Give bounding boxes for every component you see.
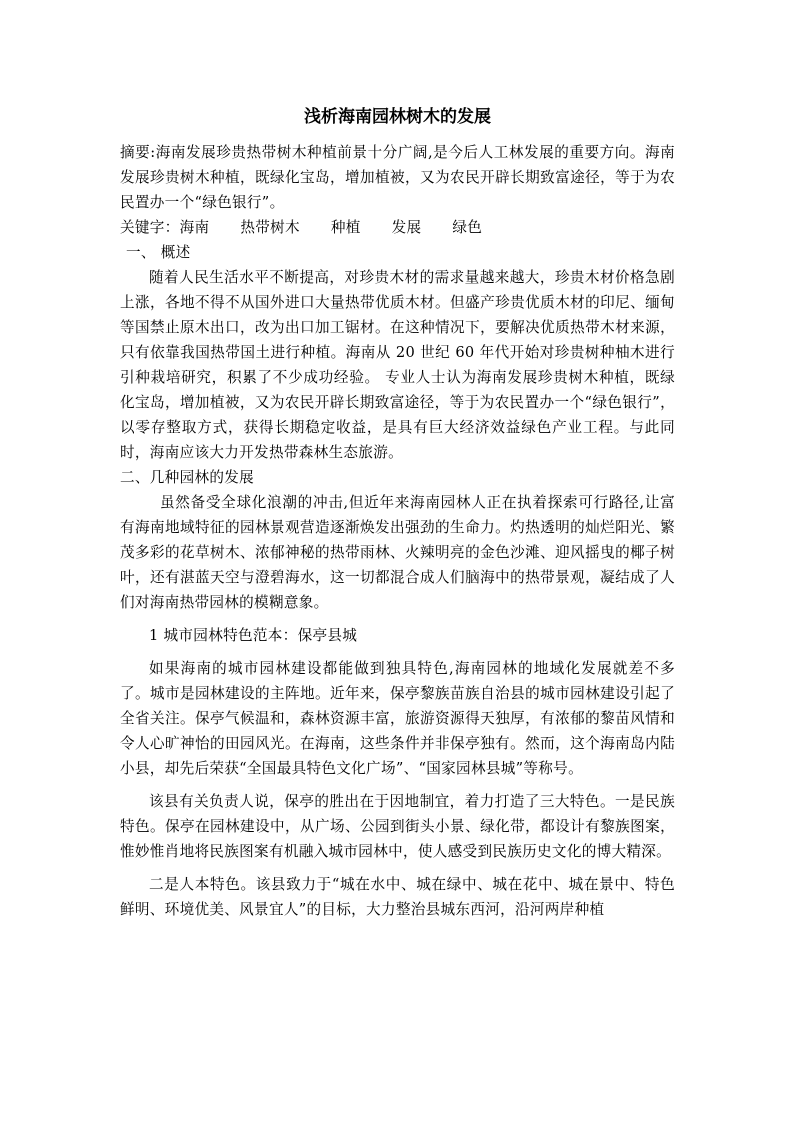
keyword-item: 种植 (330, 219, 361, 236)
keyword-item: 热带树木 (240, 219, 300, 236)
section-heading: 一、 概述 (126, 244, 191, 261)
keyword-item: 绿色 (452, 219, 483, 236)
body-paragraph: 虽然备受全球化浪潮的冲击,但近年来海南园林人正在执着探索可行路径,让富有海南地域特征的园林景观营造逐渐焕发出强劲的生命力。灼热透明的灿烂阳光、繁茂多彩的花草树木、浓郁神秘的热带雨林、火辣明亮的金色沙滩、迎风摇曳的椰子树叶，还有湛蓝天空与澄碧海水，这一切都混合成人们脑海中的热带景观，凝结成了人们对海南热带园林的模糊意象。 (120, 494, 675, 611)
abstract-paragraph: 摘要:海南发展珍贵热带树木种植前景十分广阔,是今后人工林发展的重要方向。海南发展珍贵树木种植，既绿化宝岛，增加植被，又为农民开辟长期致富途径，等于为农民置办一个“绿色银行”。 (120, 144, 675, 211)
subsection-heading: 1 城市园林特色范本：保亭县城 (149, 627, 358, 644)
keywords-line (120, 215, 675, 240)
document-title: 浅析海南园林树木的发展 (304, 107, 491, 127)
keyword-item: 海南 (179, 219, 210, 236)
body-paragraph: 如果海南的城市园林建设都能做到独具特色,海南园林的地域化发展就差不多了。城市是园林建设的主阵地。近年来，保亭黎族苗族自治县的城市园林建设引起了全省关注。保亭气候温和，森林资源丰富，旅游资源得天独厚，有浓郁的黎苗风情和令人心旷神怡的田园风光。在海南，这些条件并非保亭独有。然而，这个海南岛内陆小县，却先后荣获“全国最具特色文化广场”、“国家园林县城”等称号。 (120, 660, 675, 777)
section-heading: 二、几种园林的发展 (120, 469, 255, 486)
keyword-item: 发展 (391, 219, 422, 236)
document-page (120, 100, 675, 922)
body-paragraph: 该县有关负责人说，保亭的胜出在于因地制宜，着力打造了三大特色。一是民族特色。保亭在园林建设中，从广场、公园到街头小景、绿化带，都设计有黎族图案，惟妙惟肖地将民族图案有机融入城市园林中，使人感受到民族历史文化的博大精深。 (120, 793, 675, 860)
body-paragraph: 二是人本特色。该县致力于“城在水中、城在绿中、城在花中、城在景中、特色鲜明、环境优美、风景宜人”的目标，大力整治县城东西河，沿河两岸种植 (120, 876, 675, 918)
keywords-label: 关键字： (120, 219, 180, 236)
body-paragraph: 随着人民生活水平不断提高，对珍贵木材的需求量越来越大，珍贵木材价格急剧上涨，各地不得不从国外进口大量热带优质木材。但盛产珍贵优质木材的印尼、缅甸等国禁止原木出口，改为出口加工锯材。在这种情况下，要解决优质热带木材来源，只有依靠我国热带国土进行种植。海南从 20 世纪 60 年代开始对珍贵树种柚木进行引种栽培研究，积累了不少成功经验。 专业人士认为海南发展珍贵树木种植，既绿化宝岛，增加植被，又为农民开辟长期致富途径，等于为农民置办一个“绿色银行”，以零存整取方式，获得长期稳定收益，是具有巨大经济效益绿色产业工程。与此同时，海南应该大力开发热带森林生态旅游。 (120, 269, 675, 461)
